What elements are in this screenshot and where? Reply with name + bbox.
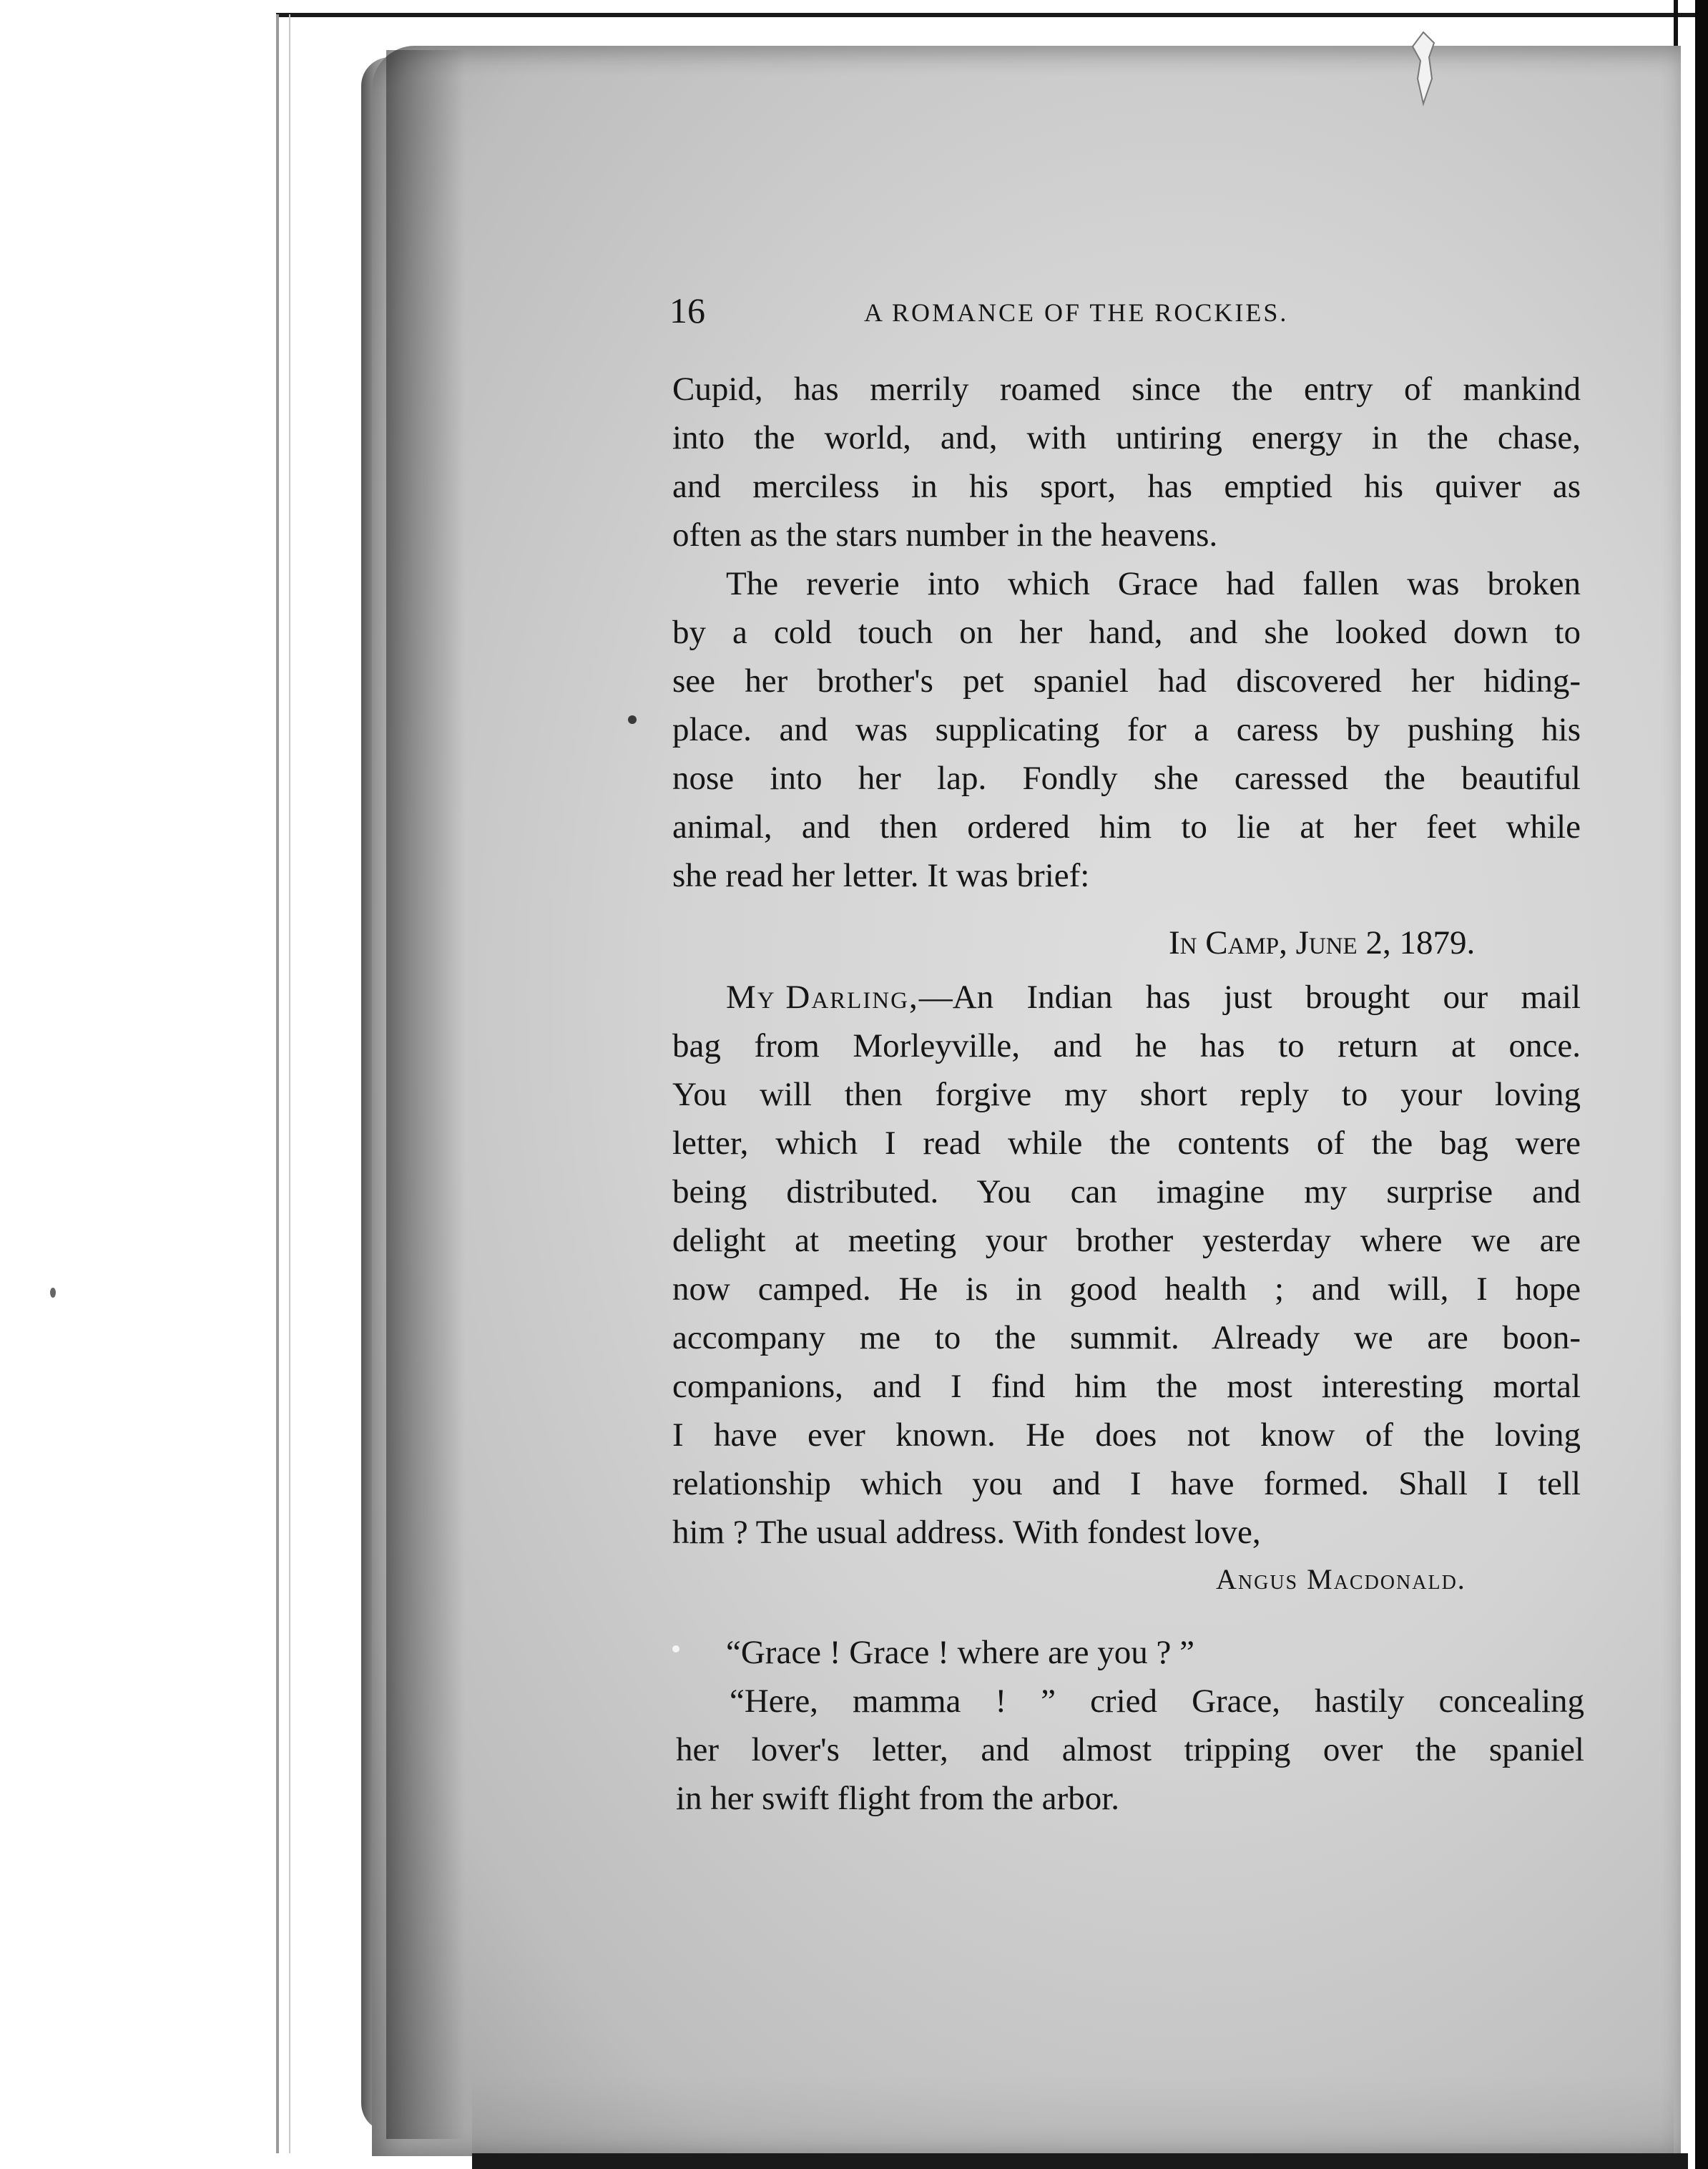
letter-dateline: In Camp, June 2, 1879.: [1169, 924, 1476, 961]
page-number: 16: [669, 290, 705, 331]
dust-speck: [50, 1288, 56, 1298]
letter-line: him ? The usual address. With fondest love,: [672, 1514, 1261, 1551]
page-gutter-shadow: [386, 50, 465, 2139]
paragraph-2-line: nose into her lap. Fondly she caressed the beautiful: [672, 760, 1581, 797]
letter-line: —An Indian has just brought our mail: [918, 979, 1581, 1016]
letter-salutation: My Darling,: [726, 979, 919, 1016]
paragraph-4-line: in her swift flight from the arbor.: [676, 1780, 1119, 1817]
letter-signature: Angus Macdonald.: [1216, 1563, 1466, 1595]
letter-line: I have ever known. He does not know of the loving: [672, 1416, 1581, 1454]
letter-line: relationship which you and I have formed. Shall I tell: [672, 1465, 1581, 1502]
paragraph-2-line: she read her letter. It was brief:: [672, 857, 1090, 894]
letter-line: delight at meeting your brother yesterday where we are: [672, 1222, 1581, 1259]
paragraph-4-line: “Here, mamma ! ” cried Grace, hastily concealing: [730, 1683, 1584, 1720]
paragraph-2-line: place. and was supplicating for a caress by pushing his: [672, 711, 1581, 748]
letter-line: You will then forgive my short reply to your loving: [672, 1076, 1581, 1113]
scanner-bottom-edge: [472, 2153, 1688, 2169]
paragraph-3-line: “Grace ! Grace ! where are you ? ”: [726, 1634, 1194, 1671]
scanner-left-edge-inner: [289, 14, 290, 2153]
running-head: A ROMANCE OF THE ROCKIES.: [864, 298, 1289, 327]
tear-mark-icon: [1402, 29, 1445, 107]
paragraph-2-line: see her brother's pet spaniel had discovered her hiding-: [672, 662, 1581, 700]
scanner-top-edge: [276, 13, 1707, 17]
page-bottom-shadow: [472, 2075, 1674, 2160]
scanner-left-edge: [276, 14, 279, 2153]
paragraph-2-line: by a cold touch on her hand, and she looked down to: [672, 614, 1581, 651]
letter-line: bag from Morleyville, and he has to return at once.: [672, 1027, 1581, 1064]
paragraph-1-line: often as the stars number in the heavens.: [672, 516, 1218, 554]
letter-line: now camped. He is in good health ; and will, I hope: [672, 1270, 1581, 1308]
paragraph-2-line: The reverie into which Grace had fallen was broken: [726, 565, 1581, 602]
letter-first-line: [726, 973, 1581, 1022]
dust-speck: [628, 715, 637, 724]
scanner-right-edge: [1695, 0, 1708, 2169]
paragraph-1-line: Cupid, has merrily roamed since the entry of mankind: [672, 371, 1581, 408]
letter-line: accompany me to the summit. Already we are boon-: [672, 1319, 1581, 1356]
paragraph-1-line: and merciless in his sport, has emptied his quiver as: [672, 468, 1581, 505]
dust-speck: [672, 1645, 679, 1653]
paragraph-4-line: her lover's letter, and almost tripping over the spaniel: [676, 1731, 1584, 1768]
letter-line: being distributed. You can imagine my surprise and: [672, 1173, 1581, 1210]
letter-line: letter, which I read while the contents of the bag were: [672, 1125, 1581, 1162]
paragraph-2-line: animal, and then ordered him to lie at her feet while: [672, 808, 1581, 846]
paragraph-1-line: into the world, and, with untiring energy in the chase,: [672, 419, 1581, 456]
letter-line: companions, and I find him the most interesting mortal: [672, 1368, 1581, 1405]
